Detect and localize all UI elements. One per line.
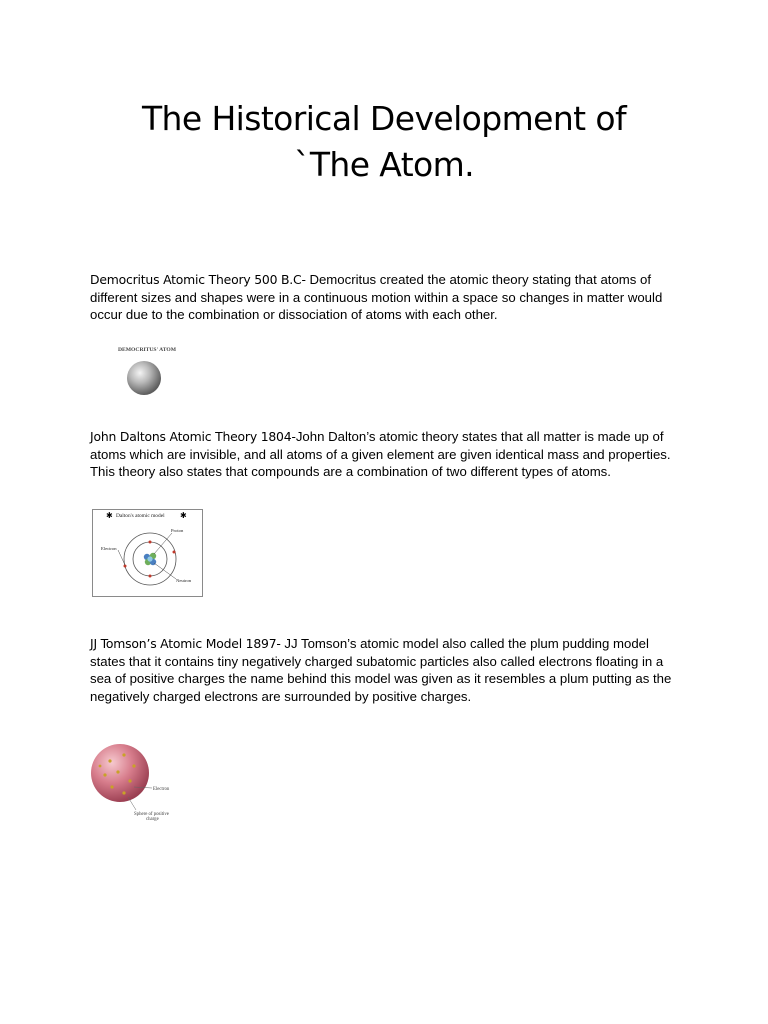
positive-charge-sphere [91, 744, 149, 802]
dalton-figure-caption: Dalton's atomic model [116, 513, 165, 519]
democritus-paragraph [90, 271, 680, 324]
thomson-electron-label: Electron [153, 787, 170, 792]
star-icon: ✱ [106, 511, 113, 520]
thomson-paragraph [90, 635, 680, 705]
democritus-heading: Democritus Atomic Theory 500 B.C- [90, 272, 306, 287]
democritus-atom-figure [112, 340, 192, 410]
star-icon: ✱ [180, 511, 187, 520]
dalton-paragraph [90, 428, 680, 481]
electron-dot [149, 575, 152, 578]
solid-sphere-atom [127, 361, 161, 395]
proton-label: Proton [171, 528, 184, 533]
thomson-heading: JJ Tomson’s Atomic Model 1897- [90, 636, 281, 651]
dalton-body: -John Dalton’s atomic theory states that all matter is made up of atoms which are invisible, and all atoms of a given element are given identical mass and properties. This theory also states that compounds are a combination of two different types of atoms. [90, 429, 671, 479]
page-title [0, 96, 768, 188]
dalton-heading: John Daltons Atomic Theory 1804 [90, 429, 292, 444]
neutron-label: Neutron [176, 578, 192, 583]
sphere-label-line-1: Sphere of positive [134, 812, 169, 817]
democritus-figure-caption: DEMOCRITUS' ATOM [118, 347, 177, 353]
electron-dot [173, 551, 176, 554]
thomson-body: JJ Tomson’s atomic model also called the plum pudding model states that it contains tiny negatively charged subatomic particles also called electrons floating in a sea of positive charges the name behind this model was given as it resembles a plum putting as the negatively charged electrons are surrounded by positive charges. [90, 636, 672, 704]
sphere-label-line-2: charge [146, 817, 159, 822]
dalton-figure-frame [93, 510, 203, 597]
dalton-atom-figure [92, 509, 204, 598]
electron-dot [149, 541, 152, 544]
democritus-body: Democritus created the atomic theory stating that atoms of different sizes and shapes were in a continuous motion within a space so changes in matter would occur due to the combination or dissociation of atoms with each other. [90, 272, 663, 322]
electron-label: Electron [101, 546, 117, 551]
title-line-2: `The Atom. [293, 145, 475, 184]
thomson-atom-figure [90, 742, 190, 824]
title-line-1: The Historical Development of [142, 99, 626, 138]
